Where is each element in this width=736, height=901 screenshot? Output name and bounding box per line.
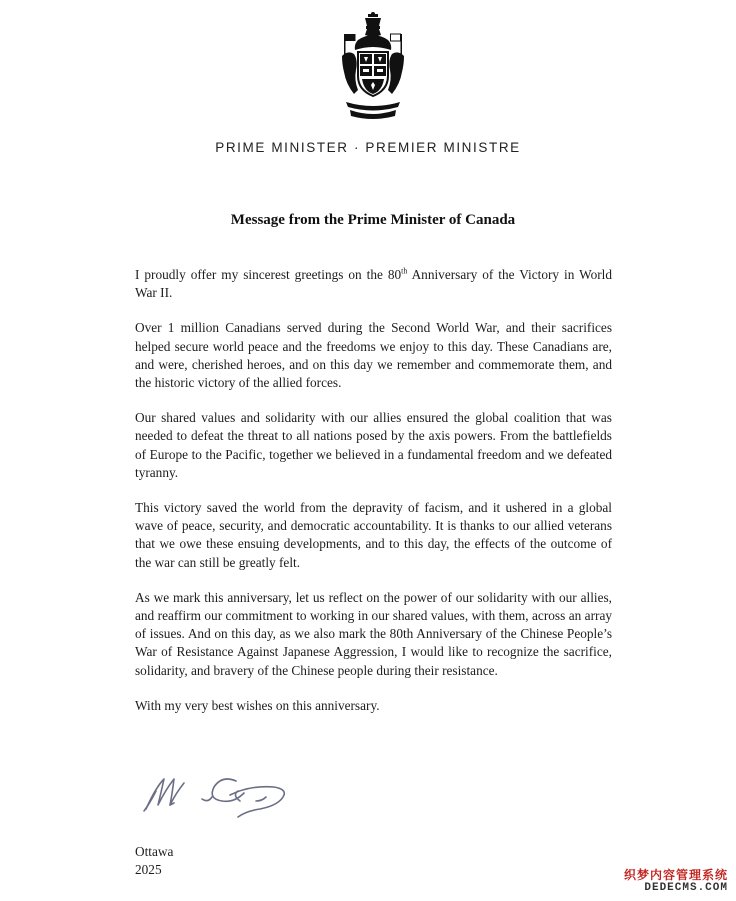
signing-place <box>135 843 173 879</box>
place-year: 2025 <box>135 862 162 877</box>
paragraph-3: Our shared values and solidarity with our allies ensured the global coalition that was needed to defeat the threat to all nations posed by the axis powers. From the battlefields of Europe to the Pacific, together we believed in a fundamental freedom and we defeated tyranny. <box>135 410 612 480</box>
paragraph-2: Over 1 million Canadians served during the Second World War, and their sacrifices helped secure world peace and the freedoms we enjoy to this day. These Canadians are, and were, cherished heroes, and on this day we remember and commemorate them, and the historic victory of the allied forces. <box>135 320 612 391</box>
place-city: Ottawa <box>135 844 174 859</box>
closing-line: With my very best wishes on this anniversary. <box>135 697 380 713</box>
watermark-line-2: DEDECMS.COM <box>644 882 728 894</box>
paragraph-4: This victory saved the world from the depravity of facism, and it ushered in a global wave of peace, security, and democratic accountability. It is thanks to our allied veterans that we owe these ensuing developments, and to this day, the effects of the outcome of the war can still be greatly felt. <box>135 500 612 570</box>
message-title: Message from the Prime Minister of Canada <box>230 212 516 228</box>
watermark-line-1: 织梦内容管理系统 <box>623 868 728 882</box>
office-heading: PRIME MINISTER · PREMIER MINISTRE <box>215 140 521 155</box>
paragraph-1: I proudly offer my sincerest greetings on the 80th Anniversary of the Victory in World War II. <box>135 266 612 301</box>
paragraph-5: As we mark this anniversary, let us reflect on the power of our solidarity with our allies, and reaffirm our commitment to working in our shared values, with them, across an array of issues. And on this day, as we also mark the 80th Anniversary of the Chinese People’s War of Resistance Against Japanese Aggression, I would like to recognize the sacrifice, solidarity, and bravery of the Chinese people during their resistance. <box>135 589 612 678</box>
coat-of-arms-icon <box>338 12 408 120</box>
signature-icon <box>140 765 310 821</box>
watermark <box>624 868 728 895</box>
letter-body <box>135 266 612 715</box>
